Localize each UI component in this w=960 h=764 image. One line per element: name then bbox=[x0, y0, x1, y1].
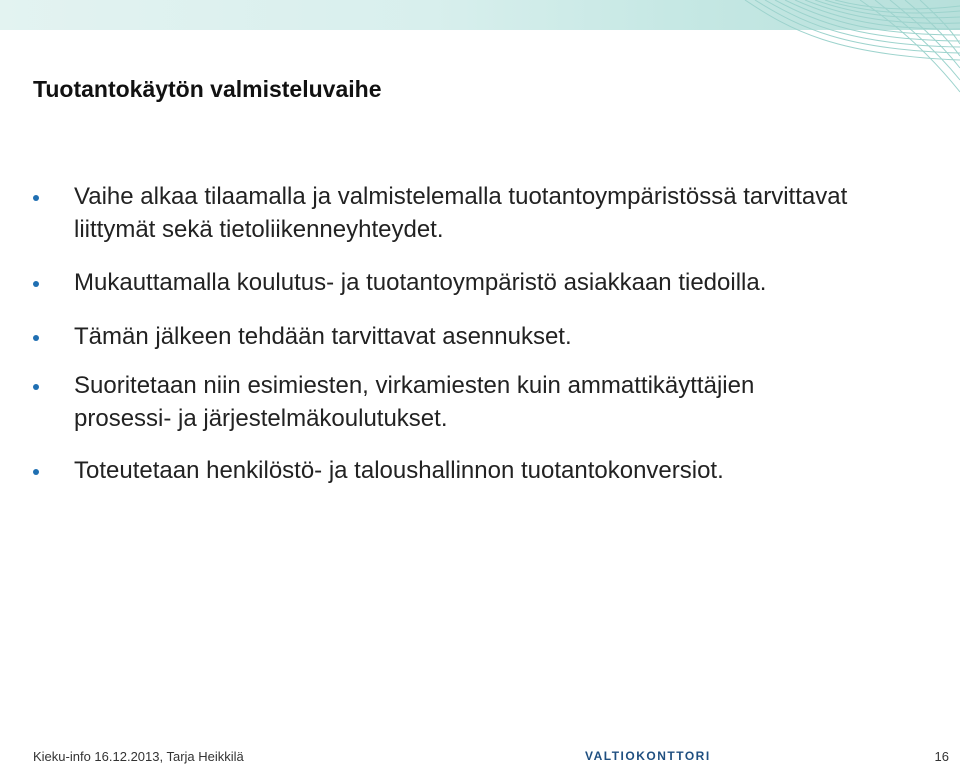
footer-author-date: Kieku-info 16.12.2013, Tarja Heikkilä bbox=[33, 749, 244, 764]
bullet-dot-icon bbox=[33, 281, 39, 287]
bullet-item bbox=[33, 180, 853, 246]
wave-lines-decoration bbox=[0, 0, 960, 140]
bullet-text: Suoritetaan niin esimiesten, virkamiesten kuin ammattikäyttäjien prosessi- ja järjestelmäkoulutukset. bbox=[74, 372, 755, 432]
bullet-text: Toteutetaan henkilöstö- ja taloushallinnon tuotantokonversiot. bbox=[74, 457, 724, 484]
bullet-dot-icon bbox=[33, 469, 39, 475]
bullet-list bbox=[33, 180, 853, 507]
bullet-dot-icon bbox=[33, 195, 39, 201]
slide-title: Tuotantokäytön valmisteluvaihe bbox=[33, 76, 382, 102]
valtiokonttori-logo: VALTIOKONTTORI bbox=[585, 749, 711, 763]
bullet-item bbox=[33, 369, 853, 435]
bullet-text: Mukauttamalla koulutus- ja tuotantoympäristö asiakkaan tiedoilla. bbox=[74, 269, 767, 296]
bullet-dot-icon bbox=[33, 384, 39, 390]
bullet-text: Tämän jälkeen tehdään tarvittavat asennukset. bbox=[74, 323, 572, 350]
bullet-text: Vaihe alkaa tilaamalla ja valmistelemalla tuotantoympäristössä tarvittavat liittymät sekä tietoliikenneyhteydet. bbox=[74, 183, 848, 243]
bullet-item bbox=[33, 320, 853, 353]
page-number: 16 bbox=[934, 749, 949, 764]
bullet-item bbox=[33, 454, 853, 487]
bullet-dot-icon bbox=[33, 335, 39, 341]
bullet-item bbox=[33, 266, 853, 299]
